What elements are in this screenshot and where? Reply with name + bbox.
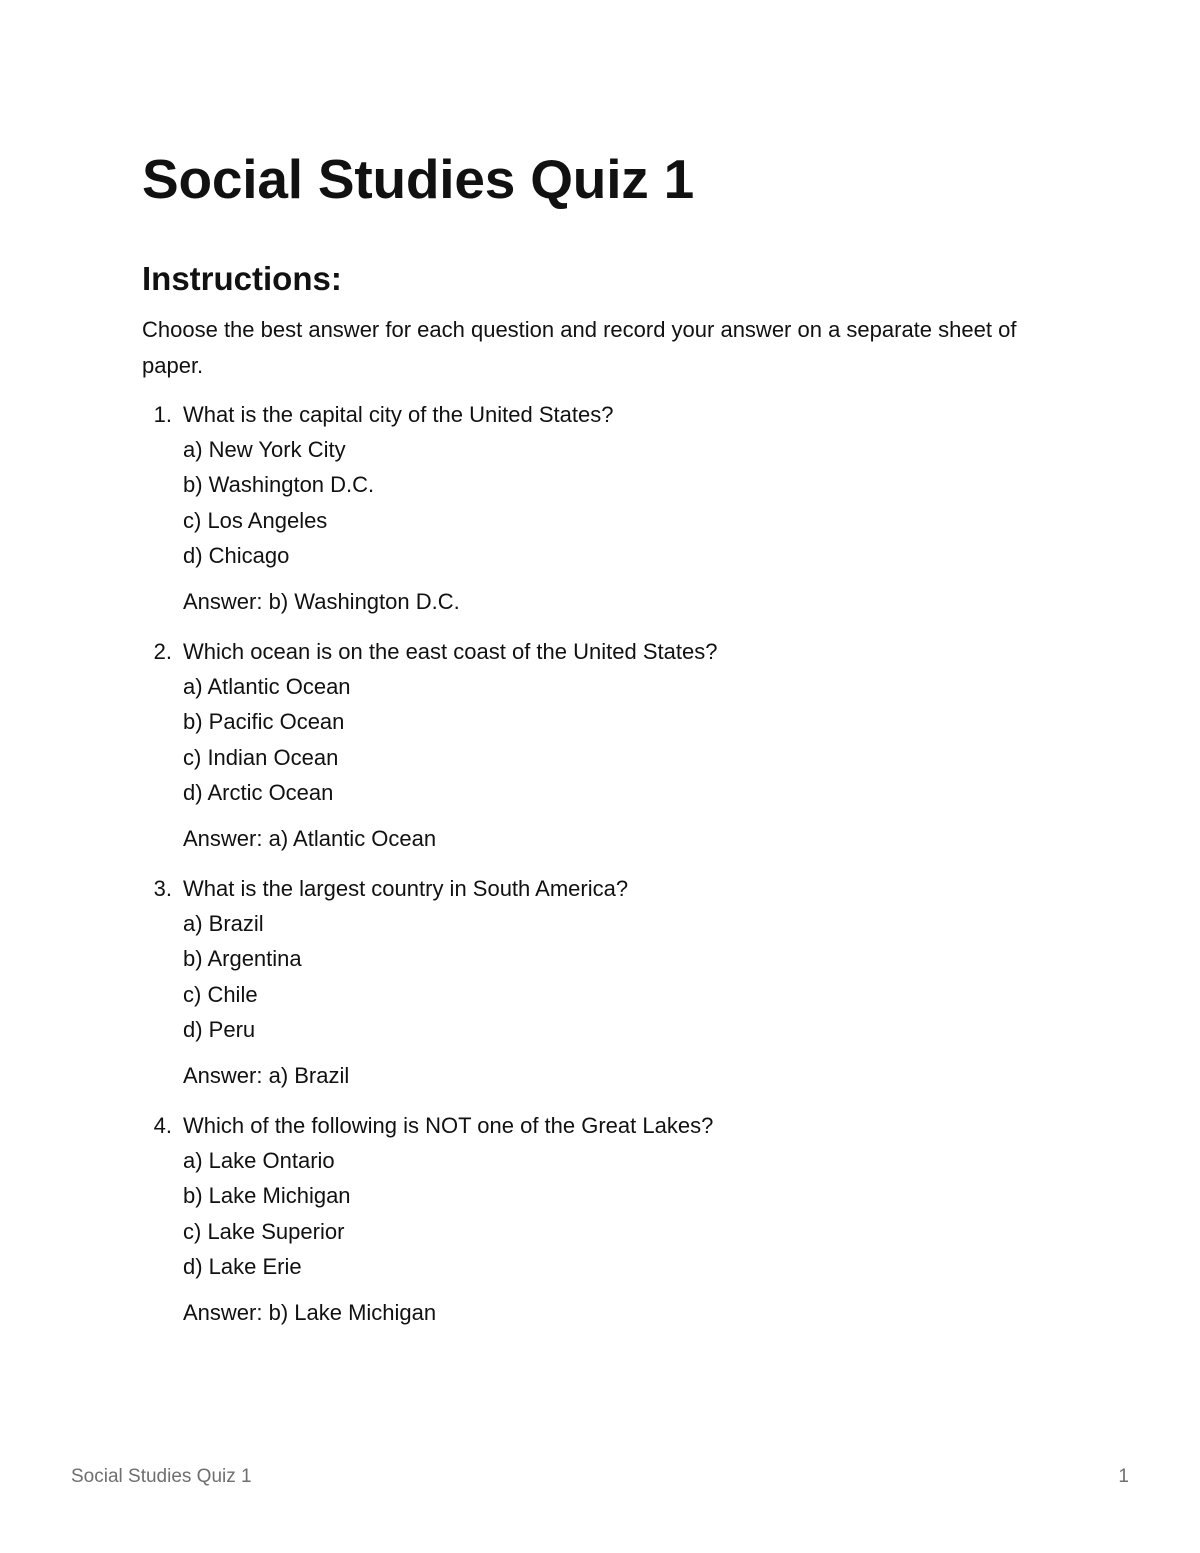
answer-option bbox=[142, 1249, 1082, 1284]
instructions-text: Choose the best answer for each question and record your answer on a separate sheet of paper. bbox=[142, 317, 1017, 378]
answer-text: Answer: a) Atlantic Ocean bbox=[183, 825, 437, 851]
question-text: Which of the following is NOT one of the Great Lakes? bbox=[183, 1113, 714, 1138]
answer-option bbox=[142, 977, 1082, 1012]
instructions-heading: Instructions: bbox=[142, 260, 342, 297]
option-d: d) Lake Erie bbox=[183, 1253, 302, 1279]
option-b: b) Pacific Ocean bbox=[183, 709, 345, 735]
question-stem bbox=[142, 397, 1082, 432]
option-b: b) Lake Michigan bbox=[183, 1183, 351, 1209]
question-1 bbox=[142, 397, 1082, 619]
answer-option bbox=[142, 1143, 1082, 1178]
question-number: 3. bbox=[153, 876, 172, 901]
answer-key bbox=[142, 821, 1082, 856]
option-c: c) Lake Superior bbox=[183, 1218, 345, 1244]
option-d: d) Peru bbox=[183, 1016, 256, 1042]
page-number: 1 bbox=[1118, 1466, 1129, 1487]
answer-option bbox=[142, 538, 1082, 573]
answer-option bbox=[142, 1178, 1082, 1213]
option-d: d) Chicago bbox=[183, 542, 290, 568]
question-2 bbox=[142, 634, 1082, 856]
answer-option bbox=[142, 941, 1082, 976]
answer-option bbox=[142, 740, 1082, 775]
answer-option bbox=[142, 503, 1082, 538]
option-a: a) Atlantic Ocean bbox=[183, 674, 351, 700]
answer-option bbox=[142, 775, 1082, 810]
option-d: d) Arctic Ocean bbox=[183, 779, 334, 805]
answer-text: Answer: a) Brazil bbox=[183, 1062, 350, 1088]
question-text: What is the largest country in South America? bbox=[183, 876, 629, 901]
answer-option bbox=[142, 669, 1082, 704]
question-stem bbox=[142, 1108, 1082, 1143]
page-title: Social Studies Quiz 1 bbox=[142, 148, 695, 210]
option-c: c) Indian Ocean bbox=[183, 744, 339, 770]
question-text: What is the capital city of the United States? bbox=[183, 402, 614, 427]
answer-option bbox=[142, 704, 1082, 739]
question-4 bbox=[142, 1108, 1082, 1330]
answer-option bbox=[142, 1012, 1082, 1047]
question-stem bbox=[142, 634, 1082, 669]
question-number: 4. bbox=[153, 1113, 172, 1138]
question-3 bbox=[142, 871, 1082, 1093]
answer-option bbox=[142, 467, 1082, 502]
option-c: c) Chile bbox=[183, 981, 258, 1007]
option-a: a) New York City bbox=[183, 437, 346, 463]
question-text: Which ocean is on the east coast of the United States? bbox=[183, 639, 718, 664]
question-stem bbox=[142, 871, 1082, 906]
answer-option bbox=[142, 906, 1082, 941]
option-b: b) Argentina bbox=[183, 946, 302, 972]
option-a: a) Brazil bbox=[183, 911, 264, 937]
option-b: b) Washington D.C. bbox=[183, 472, 375, 498]
answer-key bbox=[142, 1295, 1082, 1330]
option-a: a) Lake Ontario bbox=[183, 1148, 335, 1174]
answer-option bbox=[142, 432, 1082, 467]
question-number: 2. bbox=[153, 639, 172, 664]
option-c: c) Los Angeles bbox=[183, 507, 328, 533]
answer-key bbox=[142, 584, 1082, 619]
question-number: 1. bbox=[153, 402, 172, 427]
answer-key bbox=[142, 1058, 1082, 1093]
answer-option bbox=[142, 1214, 1082, 1249]
answer-text: Answer: b) Washington D.C. bbox=[183, 588, 460, 614]
answer-text: Answer: b) Lake Michigan bbox=[183, 1299, 437, 1325]
footer-title: Social Studies Quiz 1 bbox=[71, 1466, 252, 1487]
